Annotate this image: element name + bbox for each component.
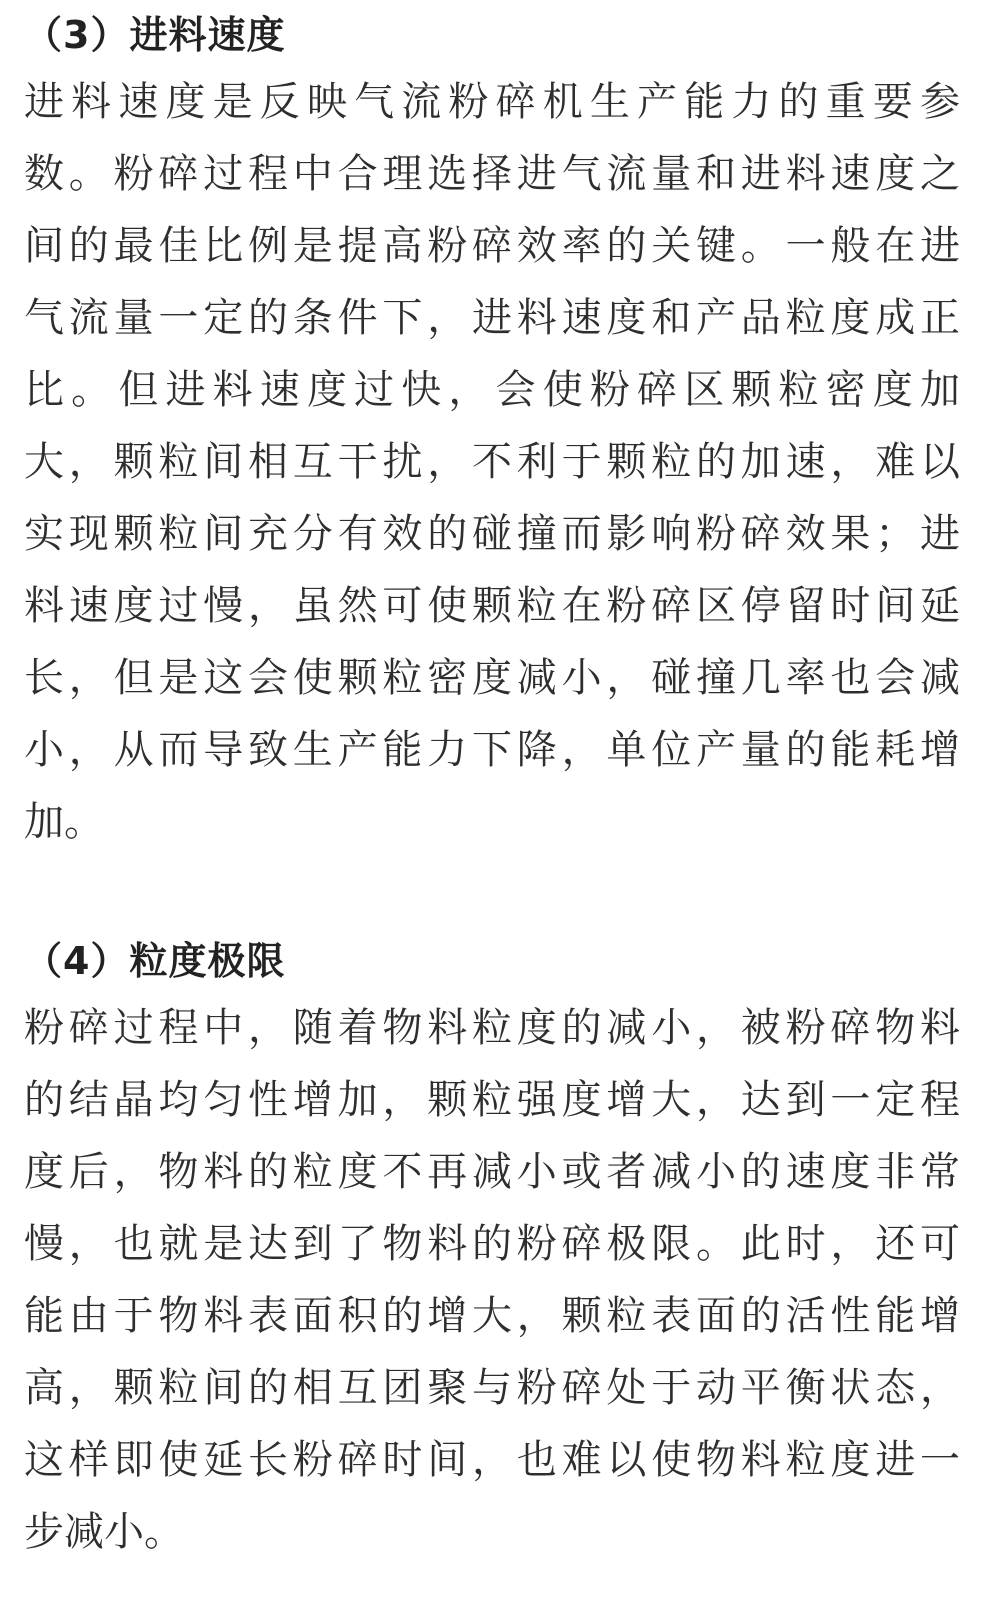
paragraph-line: 大，颗粒间相互干扰，不利于颗粒的加速，难以: [24, 439, 960, 485]
paragraph-line: 进料速度是反映气流粉碎机生产能力的重要参: [24, 79, 960, 125]
paragraph-line: 步减小。: [24, 1509, 184, 1555]
paragraph-line: 数。粉碎过程中合理选择进气流量和进料速度之: [24, 151, 960, 197]
paragraph-line: 度后，物料的粒度不再减小或者减小的速度非常: [24, 1149, 960, 1195]
section-particle-size-limit: [24, 930, 960, 1568]
paragraph-line: 料速度过慢，虽然可使颗粒在粉碎区停留时间延: [24, 583, 960, 629]
paragraph-line: 间的最佳比例是提高粉碎效率的关键。一般在进: [24, 223, 960, 269]
paragraph-line: 这样即使延长粉碎时间，也难以使物料粒度进一: [24, 1437, 960, 1483]
paragraph-line: 慢，也就是达到了物料的粉碎极限。此时，还可: [24, 1221, 960, 1267]
paragraph-line: 气流量一定的条件下，进料速度和产品粒度成正: [24, 295, 960, 341]
paragraph-line: 能由于物料表面积的增大，颗粒表面的活性能增: [24, 1293, 960, 1339]
section-heading: （3）进料速度: [24, 13, 286, 57]
paragraph-line: 长，但是这会使颗粒密度减小，碰撞几率也会减: [24, 655, 960, 701]
section-feed-rate: [24, 4, 960, 858]
paragraph-line: 的结晶均匀性增加，颗粒强度增大，达到一定程: [24, 1077, 960, 1123]
paragraph-line: 粉碎过程中，随着物料粒度的减小，被粉碎物料: [24, 1005, 960, 1051]
paragraph-line: 高，颗粒间的相互团聚与粉碎处于动平衡状态，: [24, 1365, 960, 1411]
paragraph-line: 加。: [24, 799, 104, 845]
paragraph-line: 小，从而导致生产能力下降，单位产量的能耗增: [24, 727, 960, 773]
paragraph-line: 实现颗粒间充分有效的碰撞而影响粉碎效果；进: [24, 511, 960, 557]
paragraph-line: 比。但进料速度过快，会使粉碎区颗粒密度加: [24, 367, 960, 413]
section-heading: （4）粒度极限: [24, 939, 286, 983]
